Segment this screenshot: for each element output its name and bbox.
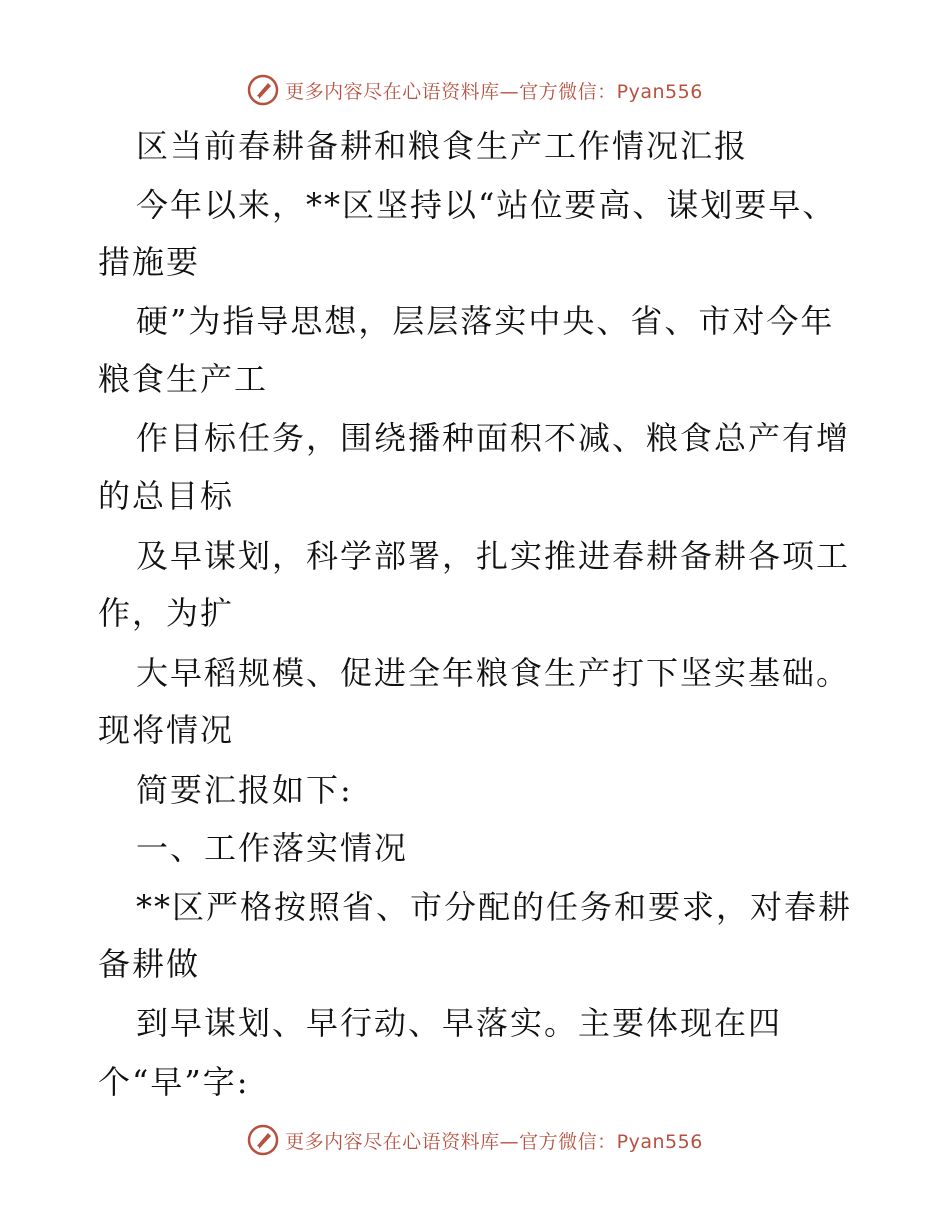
paragraph-line: 及早谋划，科学部署，扎实推进春耕备耕各项工 [136, 537, 851, 575]
paragraph-line: **区严格按照省、市分配的任务和要求，对春耕 [136, 888, 853, 926]
paragraph-line: 的总目标 [98, 477, 235, 515]
paragraph-line: 作，为扩 [98, 594, 235, 632]
paragraph-line: 粮食生产工 [98, 360, 269, 398]
paragraph-line: 简要汇报如下: [136, 771, 353, 809]
footer-watermark [0, 1120, 950, 1160]
paragraph-line: 大早稻规模、促进全年粮食生产打下坚实基础。 [136, 654, 851, 692]
paragraph-line: 个“早”字: [98, 1063, 250, 1101]
document-title: 区当前春耕备耕和粮食生产工作情况汇报 [136, 127, 749, 165]
paragraph-line: 到早谋划、早行动、早落实。主要体现在四 [136, 1004, 783, 1042]
pen-logo-icon [247, 1124, 279, 1156]
paragraph-line: 现将情况 [98, 711, 235, 749]
watermark-text: 更多内容尽在心语资料库—官方微信：Pyan556 [285, 1130, 703, 1153]
paragraph-line: 作目标任务，围绕播种面积不减、粮食总产有增 [136, 419, 851, 457]
header-watermark [0, 70, 950, 110]
paragraph-line: 今年以来，**区坚持以“站位要高、谋划要早、 [136, 186, 837, 224]
section-heading: 一、工作落实情况 [136, 829, 409, 867]
pen-logo-icon [247, 74, 279, 106]
paragraph-line: 措施要 [98, 243, 201, 281]
watermark-text: 更多内容尽在心语资料库—官方微信：Pyan556 [285, 80, 703, 103]
paragraph-line: 硬”为指导思想，层层落实中央、省、市对今年 [136, 302, 835, 340]
paragraph-line: 备耕做 [98, 945, 201, 983]
